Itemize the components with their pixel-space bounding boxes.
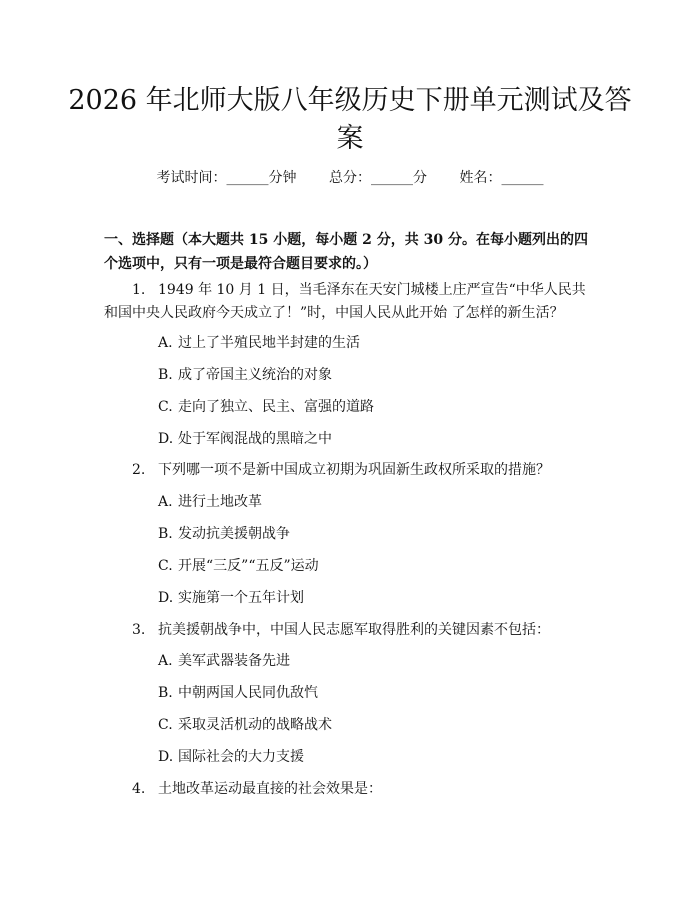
question-text: 下列哪一项不是新中国成立初期为巩固新生政权所采取的措施？ <box>158 462 550 478</box>
option-text: 美军武器装备先进 <box>178 653 290 669</box>
option-letter: C. <box>158 399 173 415</box>
question-3 <box>104 619 596 642</box>
question-2-option-d <box>158 588 304 608</box>
option-text: 成了帝国主义统治的对象 <box>178 367 332 383</box>
option-text: 中朝两国人民同仇敌忾 <box>178 685 318 701</box>
total-score-label: 总分： <box>329 170 371 186</box>
exam-time-label: 考试时间： <box>156 170 227 186</box>
option-letter: D. <box>158 431 174 447</box>
option-letter: D. <box>158 590 174 606</box>
question-number: 3. <box>132 622 146 638</box>
total-score-blank: ______ <box>371 170 413 186</box>
question-number: 2. <box>132 462 146 478</box>
question-3-option-d <box>158 747 304 767</box>
question-text: 抗美援朝战争中，中国人民志愿军取得胜利的关键因素不包括： <box>158 622 550 638</box>
option-text: 实施第一个五年计划 <box>178 590 304 606</box>
question-2-option-a <box>158 492 262 512</box>
question-3-option-a <box>158 651 290 671</box>
option-text: 进行土地改革 <box>178 494 262 510</box>
exam-time-field <box>157 170 297 186</box>
option-text: 过上了半殖民地半封建的生活 <box>178 335 360 351</box>
question-2-option-c <box>158 556 319 576</box>
total-score-unit: 分 <box>413 170 427 186</box>
option-letter: A. <box>158 335 173 351</box>
option-text: 处于军阀混战的黑暗之中 <box>178 431 332 447</box>
option-text: 发动抗美援朝战争 <box>178 526 290 542</box>
option-text: 采取灵活机动的战略战术 <box>178 717 332 733</box>
option-text: 走向了独立、民主、富强的道路 <box>178 399 374 415</box>
question-3-option-b <box>158 683 318 703</box>
exam-time-blank: ______ <box>226 170 269 186</box>
question-1-option-d <box>158 429 332 449</box>
question-text: 土地改革运动最直接的社会效果是： <box>158 781 382 797</box>
student-name-label: 姓名： <box>459 170 502 186</box>
question-text: 1949 年 10 月 1 日，当毛泽东在天安门城楼上庄严宣告“中华人民共和国中央人民政府今天成立了！”时，中国人民从此开始 了怎样的新生活？ <box>104 282 586 321</box>
option-letter: B. <box>158 685 173 701</box>
question-number: 1. <box>132 282 146 298</box>
total-score-field <box>329 170 427 186</box>
option-letter: C. <box>158 558 173 574</box>
question-2-option-b <box>158 524 290 544</box>
option-letter: B. <box>158 526 173 542</box>
exam-time-unit: 分钟 <box>268 170 297 186</box>
question-number: 4. <box>132 781 146 797</box>
exam-info-line <box>0 168 700 188</box>
question-2 <box>104 459 596 482</box>
option-text: 开展“三反”“五反”运动 <box>178 558 319 574</box>
section-heading: 一、选择题（本大题共 15 小题，每小题 2 分，共 30 分。在每小题列出的四个选项中，只有一项是最符合题目要求的。） <box>104 232 588 272</box>
student-name-blank: ______ <box>501 170 544 186</box>
question-1-option-b <box>158 365 332 385</box>
option-text: 国际社会的大力支援 <box>178 749 304 765</box>
question-4 <box>104 778 596 801</box>
question-1-option-c <box>158 397 374 417</box>
student-name-field <box>459 170 543 186</box>
option-letter: D. <box>158 749 174 765</box>
option-letter: A. <box>158 653 173 669</box>
question-1-option-a <box>158 333 360 353</box>
question-1 <box>104 279 596 325</box>
option-letter: C. <box>158 717 173 733</box>
option-letter: A. <box>158 494 173 510</box>
option-letter: B. <box>158 367 173 383</box>
document-title: 2026 年北师大版八年级历史下册单元测试及答案 <box>68 85 632 154</box>
question-3-option-c <box>158 715 332 735</box>
